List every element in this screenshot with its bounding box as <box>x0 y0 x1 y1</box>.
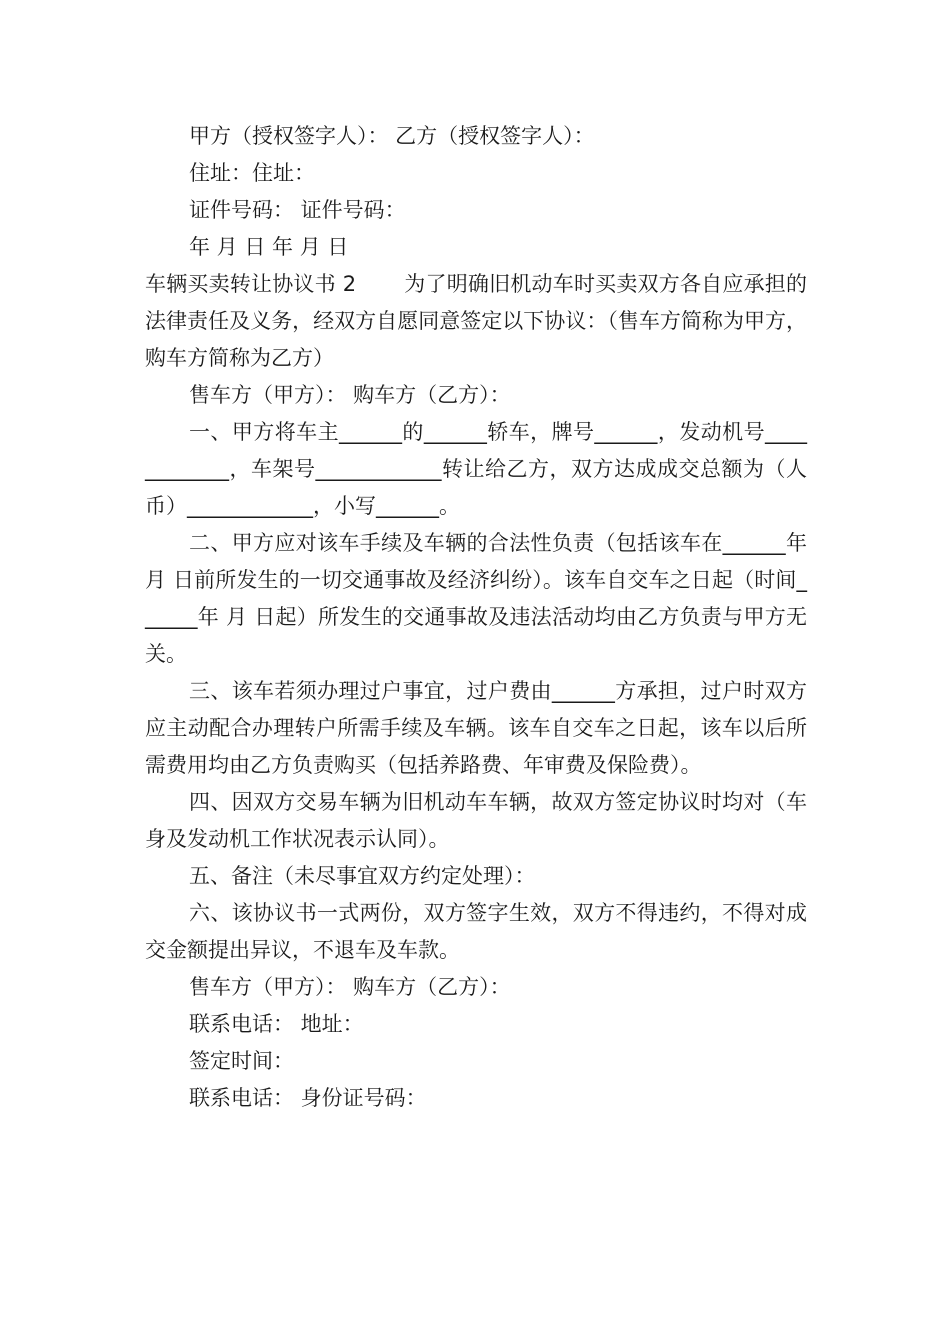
clause-2: 二、甲方应对该车手续及车辆的合法性负责（包括该车在______年 月 日前所发生的一切交通事故及经济纠纷）。该车自交车之日起（时间______年 月 日起）所发生的交通事故及违法活动均由乙方负责与甲方无关。 <box>145 531 807 666</box>
phone-id-line: 联系电话： 身份证号码： <box>189 1086 427 1110</box>
agreement-intro: 为了明确旧机动车时买卖双方各自应承担的法律责任及义务，经双方自愿同意签定以下协议：（售车方简称为甲方，购车方简称为乙方） <box>145 272 807 370</box>
address-line: 住址：住址： <box>189 161 315 185</box>
sign-parties-line: 售车方（甲方）： 购车方（乙方）： <box>189 975 511 999</box>
agreement-title-paragraph <box>145 266 807 377</box>
clause-1: 一、甲方将车主______的______轿车，牌号______，发动机号____________，车架号____________转让给乙方，双方达成成交总额为（人币）____________，小写______。 <box>145 420 807 518</box>
clause-4: 四、因双方交易车辆为旧机动车车辆，故双方签定协议时均对（车身及发动机工作状况表示认同）。 <box>145 790 807 851</box>
date-line: 年 月 日 年 月 日 <box>189 235 349 259</box>
sign-time-line: 签定时间： <box>189 1049 294 1073</box>
agreement-title: 车辆买卖转让协议书 2 <box>145 272 357 296</box>
id-number-line: 证件号码： 证件号码： <box>189 198 406 222</box>
clause-3: 三、该车若须办理过户事宜，过户费由______方承担，过户时双方应主动配合办理转户所需手续及车辆。该车自交车之日起，该车以后所需费用均由乙方负责购买（包括养路费、年审费及保险费）。 <box>145 679 807 777</box>
signatory-line: 甲方（授权签字人）： 乙方（授权签字人）： <box>189 124 595 148</box>
clause-5: 五、备注（未尽事宜双方约定处理）： <box>189 864 536 888</box>
clause-6: 六、该协议书一式两份，双方签字生效，双方不得违约，不得对成交金额提出异议，不退车及车款。 <box>145 901 807 962</box>
phone-address-line: 联系电话： 地址： <box>189 1012 364 1036</box>
document-page <box>145 118 807 1117</box>
parties-line: 售车方（甲方）： 购车方（乙方）： <box>189 383 511 407</box>
